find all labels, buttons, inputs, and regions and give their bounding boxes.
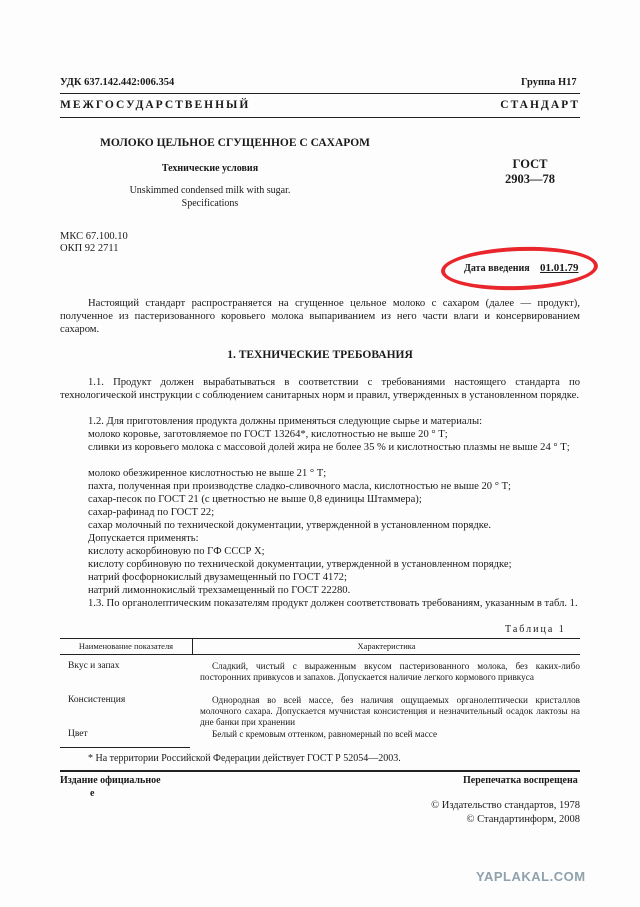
title-english: Unskimmed condensed milk with sugar. [129, 185, 291, 196]
highlight-circle [440, 244, 598, 292]
table-top-border [60, 638, 580, 639]
reprint-notice: Перепечатка воспрещена [463, 775, 578, 786]
table-row-value: Однородная во всей массе, без наличия ощущаемых органолептически кристаллов молочного сахара. Допускается мучнистая консистенция и незначительный осадок лактозы на дне банки при хранении [200, 695, 580, 727]
document-subtitle: Технические условия [161, 163, 259, 174]
table-header-name: Наименование показателя [78, 641, 174, 651]
footnote: * На территории Российской Федерации действует ГОСТ Р 52054—2003. [88, 753, 401, 764]
copyright-standartinform: © Стандартинформ, 2008 [466, 814, 580, 825]
document-title: МОЛОКО ЦЕЛЬНОЕ СГУЩЕННОЕ С САХАРОМ [100, 137, 371, 149]
gost-label: ГОСТ [512, 157, 548, 171]
gost-number: 2903—78 [505, 172, 555, 186]
group-code: Группа Н17 [521, 77, 577, 88]
intro-date-label: Дата введения [464, 263, 530, 274]
official-edition: Издание официальное [60, 775, 161, 786]
mks-code: МКС 67.100.10 [60, 231, 128, 242]
material-item: сахар-рафинад по ГОСТ 22; [88, 507, 215, 518]
material-item: молоко коровье, заготовляемое по ГОСТ 13264*, кислотностью не выше 20 ° Т; [88, 429, 448, 440]
allowed-item: кислоту сорбиновую по технической документации, утвержденной в установленном порядке; [88, 559, 512, 570]
material-item: сахар молочный по технической документации, утвержденной в установленном порядке. [88, 520, 491, 531]
okp-code: ОКП 92 2711 [60, 243, 119, 254]
header-divider [60, 93, 580, 94]
paragraph-1-2: 1.2. Для приготовления продукта должны применяться следующие сырье и материалы: [88, 416, 483, 427]
material-item: пахта, полученная при производстве сладко-сливочного масла, кислотностью не выше 20 ° Т; [88, 481, 511, 492]
copyright-publisher: © Издательство стандартов, 1978 [431, 800, 580, 811]
paragraph-1-3: 1.3. По органолептическим показателям продукт должен соответствовать требованиям, указанным в табл. 1. [88, 598, 578, 609]
material-item: сахар-песок по ГОСТ 21 (с цветностью не выше 0,8 единицы Штаммера); [88, 494, 422, 505]
paragraph-1-1: 1.1. Продукт должен вырабатываться в соответствии с требованиями настоящего стандарта по технологической инструкции с соблюдением санитарных норм и правил, утвержденных в установленном порядке. [60, 377, 580, 401]
table-row-name: Цвет [68, 729, 88, 739]
subtitle-english: Specifications [181, 198, 239, 209]
table-header-characteristic: Характеристика [357, 641, 416, 651]
material-item: сливки из коровьего молока с массовой долей жира не более 35 % и кислотностью плазмы не выше 24 ° Т; [88, 442, 570, 453]
table-row-value: Белый с кремовым оттенком, равномерный по всей массе [212, 729, 438, 739]
intro-date-value: 01.01.79 [540, 262, 579, 274]
table-row-name: Консистенция [68, 695, 126, 705]
table-row-name: Вкус и запах [68, 661, 120, 671]
section-heading: 1. ТЕХНИЧЕСКИЕ ТРЕБОВАНИЯ [227, 349, 413, 361]
table-header-border [60, 654, 580, 655]
edition-mark: е [90, 788, 95, 799]
allowed-item: кислоту аскорбиновую по ГФ СССР X; [88, 546, 265, 557]
material-item: молоко обезжиренное кислотностью не выше 21 ° Т; [88, 468, 327, 479]
allowed-item: натрий фосфорнокислый двузамещенный по ГОСТ 4172; [88, 572, 347, 583]
table-row-value: Сладкий, чистый с выраженным вкусом пастеризованного молока, без каких-либо посторонних привкусов и запахов. Допускается наличие легкого кормового привкуса [200, 661, 580, 682]
footnote-divider [60, 747, 190, 748]
site-watermark: YAPLAKAL.COM [476, 869, 586, 884]
table-caption: Таблица 1 [505, 624, 566, 635]
allowed-item: натрий лимоннокислый трехзамещенный по ГОСТ 22280. [88, 585, 351, 596]
allowed-label: Допускается применять: [88, 533, 199, 544]
udk-code: УДК 637.142.442:006.354 [60, 77, 175, 88]
standard-type: МЕЖГОСУДАРСТВЕННЫЙ СТАНДАРТ [60, 99, 580, 111]
intro-paragraph: Настоящий стандарт распространяется на сгущенное цельное молоко с сахаром (далее — продукт), полученное из пастеризованного коровьего молока выпариванием из него части влаги и консервированием сахаром. [60, 298, 580, 335]
header-divider-2 [60, 117, 580, 118]
footer-divider [60, 770, 580, 772]
